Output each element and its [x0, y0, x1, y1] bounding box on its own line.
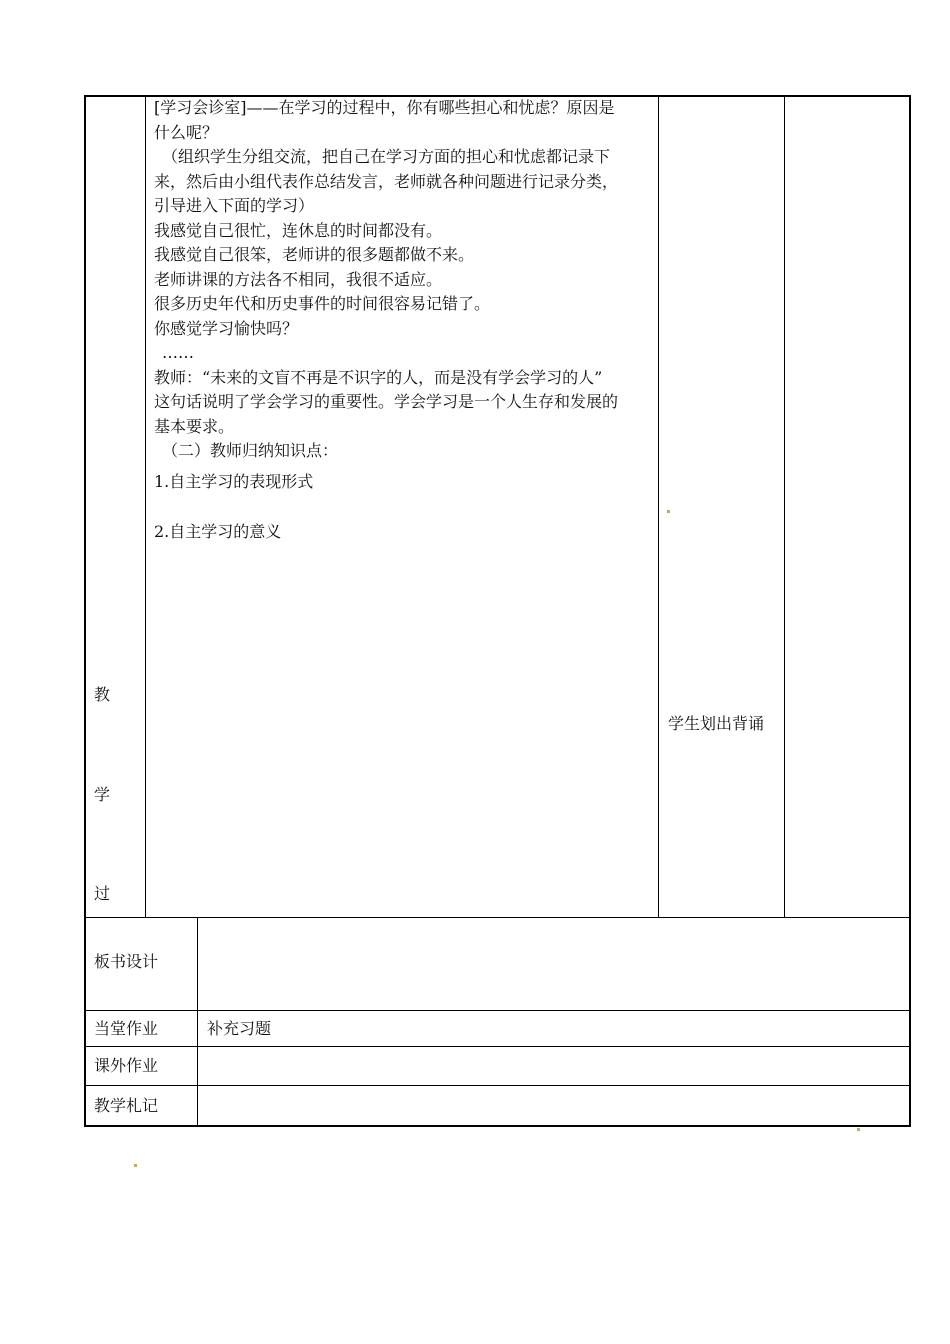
teaching-notes-label: 教学札记: [94, 1096, 159, 1115]
teaching-content: [154, 96, 654, 464]
label-column-divider: [197, 917, 198, 1127]
class-homework-label: 当堂作业: [94, 1019, 159, 1038]
extra-homework-label: 课外作业: [94, 1056, 159, 1075]
knowledge-point-1: 1.自主学习的表现形式: [154, 472, 314, 491]
process-column-divider: [145, 95, 146, 918]
activity-column-divider: [784, 95, 785, 918]
scan-speck: [667, 510, 670, 513]
student-activity: 学生划出背诵: [668, 714, 765, 733]
process-section-bottom-border: [84, 917, 911, 918]
process-label-char-2: 学: [94, 785, 111, 804]
content-line: [学习会诊室]——在学习的过程中，你有哪些担心和忧虑？原因是: [154, 98, 615, 117]
process-label-char-3: 过: [94, 884, 111, 903]
content-line: 引导进入下面的学习）: [154, 196, 315, 215]
content-column-divider: [658, 95, 659, 918]
scan-speck: [134, 1164, 137, 1167]
content-line: ……: [162, 343, 194, 362]
process-label-char-1: 教: [94, 685, 111, 704]
scan-speck: [857, 1128, 860, 1131]
content-line: 什么呢？: [154, 122, 219, 142]
content-line: 教师：“未来的文盲不再是不识字的人，而是没有学会学习的人”: [154, 367, 603, 387]
content-line: 我感觉自己很忙，连休息的时间都没有。: [154, 220, 443, 240]
content-line: 我感觉自己很笨，老师讲的很多题都做不来。: [154, 245, 475, 264]
content-line: （组织学生分组交流，把自己在学习方面的担心和忧虑都记录下: [162, 147, 611, 166]
content-line: 这句话说明了学会学习的重要性。学会学习是一个人生存和发展的: [154, 392, 619, 411]
table-left-border: [84, 95, 86, 1127]
content-line: 基本要求。: [154, 416, 235, 436]
class-homework-value: 补充习题: [207, 1019, 272, 1038]
content-line: （二）教师归纳知识点：: [162, 441, 339, 460]
table-right-border: [909, 95, 911, 1127]
content-line: 很多历史年代和历史事件的时间很容易记错了。: [154, 294, 491, 313]
content-line: 来，然后由小组代表作总结发言，老师就各种问题进行记录分类，: [154, 171, 619, 191]
board-design-label: 板书设计: [94, 952, 159, 971]
knowledge-point-2: 2.自主学习的意义: [154, 522, 282, 541]
row-divider-2: [84, 1046, 911, 1047]
content-line: 老师讲课的方法各不相同，我很不适应。: [154, 269, 443, 289]
table-bottom-border: [84, 1125, 911, 1127]
row-divider-1: [84, 1010, 911, 1011]
content-line: 你感觉学习愉快吗？: [154, 318, 299, 338]
row-divider-3: [84, 1085, 911, 1086]
